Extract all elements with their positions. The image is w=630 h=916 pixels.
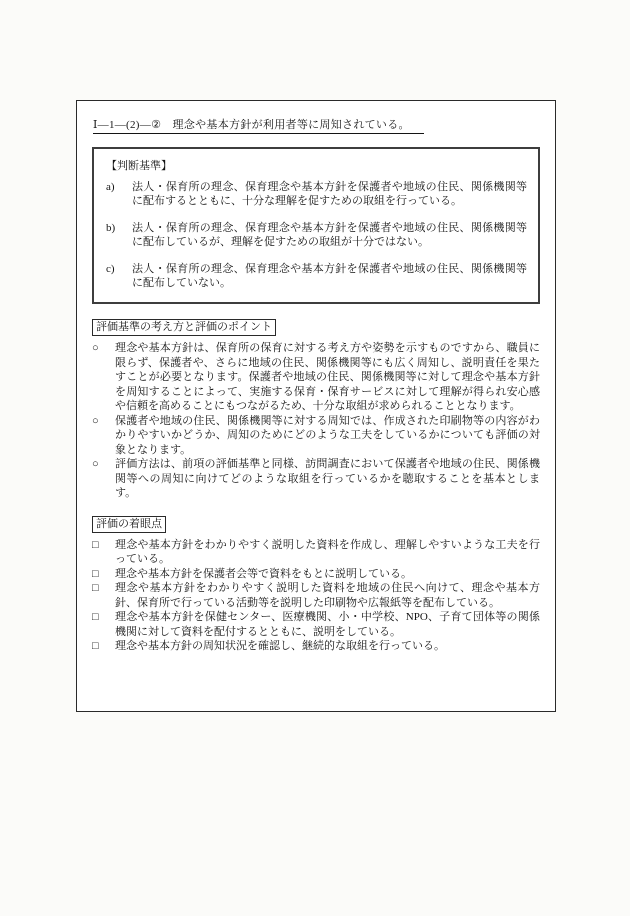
circle-marker: ○ xyxy=(92,342,99,355)
criteria-item-label: a) xyxy=(106,181,115,193)
evaluation-point-text: 保護者や地域の住民、関係機関等に対する周知では、作成された印刷物等の内容がわかりやすいかどうか、周知のためにどのような工夫をしているかについても評価の対象となります。 xyxy=(115,414,540,456)
criteria-item-a xyxy=(106,180,527,209)
focus-point-text: 理念や基本方針を保健センター、医療機関、小・中学校、NPO、子育て団体等の関係機関に対して資料を配付するとともに、説明をしている。 xyxy=(115,611,540,638)
circle-marker: ○ xyxy=(92,458,99,471)
focus-points-heading: 評価の着眼点 xyxy=(92,516,166,533)
evaluation-points-section xyxy=(90,317,542,501)
focus-point-item xyxy=(92,639,540,654)
evaluation-points-heading: 評価基準の考え方と評価のポイント xyxy=(92,319,276,336)
circle-marker: ○ xyxy=(92,414,99,427)
focus-point-item xyxy=(92,581,540,610)
criteria-item-text: 法人・保育所の理念、保育理念や基本方針を保護者や地域の住民、関係機関等に配布していない。 xyxy=(132,262,527,290)
focus-point-item xyxy=(92,567,540,582)
criteria-item-text: 法人・保育所の理念、保育理念や基本方針を保護者や地域の住民、関係機関等に配布しているが、理解を促すための取組が十分ではない。 xyxy=(132,221,527,249)
focus-point-item xyxy=(92,538,540,567)
focus-point-text: 理念や基本方針の周知状況を確認し、継続的な取組を行っている。 xyxy=(115,640,445,653)
document-page xyxy=(76,100,556,712)
focus-point-text: 理念や基本方針をわかりやすく説明した資料を作成し、理解しやすいような工夫を行っている。 xyxy=(115,538,540,566)
checkbox-marker: □ xyxy=(92,611,99,624)
criteria-item-text: 法人・保育所の理念、保育理念や基本方針を保護者や地域の住民、関係機関等に配布するとともに、十分な理解を促すための取組を行っている。 xyxy=(132,181,527,208)
checkbox-marker: □ xyxy=(92,640,99,653)
evaluation-point-item xyxy=(92,414,540,458)
page-title xyxy=(93,116,542,132)
focus-points-list xyxy=(92,538,540,654)
evaluation-point-item xyxy=(92,457,540,501)
checkbox-marker: □ xyxy=(92,538,99,551)
evaluation-points-list xyxy=(92,341,540,501)
evaluation-point-item xyxy=(92,341,540,414)
focus-point-text: 理念や基本方針をわかりやすく説明した資料を地域の住民へ向けて、理念や基本方針、保育所で行っている活動等を説明した印刷物や広報紙等を配布している。 xyxy=(115,582,540,609)
checkbox-marker: □ xyxy=(92,582,99,595)
criteria-item-label: b) xyxy=(106,221,116,234)
criteria-item-label: c) xyxy=(106,262,115,275)
judgment-criteria-box xyxy=(92,147,540,304)
page-title-text: Ⅰ―1―(2)―② 理念や基本方針が利用者等に周知されている。 xyxy=(93,119,424,134)
evaluation-point-text: 評価方法は、前項の評価基準と同様、訪問調査において保護者や地域の住民、関係機関等への周知に向けてどのような取組を行っているかを聴取することを基本とします。 xyxy=(115,458,540,500)
checkbox-marker: □ xyxy=(92,567,99,580)
focus-point-text: 理念や基本方針を保護者会等で資料をもとに説明している。 xyxy=(115,567,412,580)
judgment-criteria-heading: 【判断基準】 xyxy=(106,160,172,172)
criteria-item-b xyxy=(106,221,527,250)
focus-points-section xyxy=(90,514,542,654)
criteria-item-c xyxy=(106,262,527,291)
evaluation-point-text: 理念や基本方針は、保育所の保育に対する考え方や姿勢を示すものですから、職員に限らず、保護者や、さらに地域の住民、関係機関等にも広く周知し、説明責任を果たすことが必要となります。保護者や地域の住民、関係機関等に対して理念や基本方針を周知することによって、実施する保育・保育サービスに対して理解が得られ安心感や信頼を高めることにもつながるため、十分な取組が求められることとなります。 xyxy=(115,342,540,413)
focus-point-item xyxy=(92,610,540,639)
